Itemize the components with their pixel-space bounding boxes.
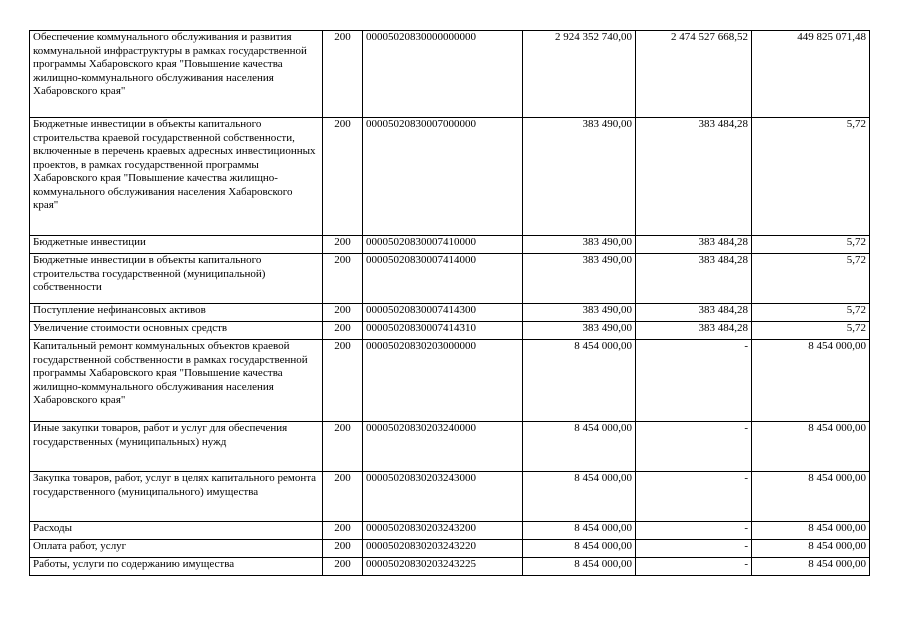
- cell-executed-amount: 383 484,28: [636, 236, 752, 254]
- cell-classification-code: 00005020830203243000: [363, 472, 523, 522]
- table-row: [30, 522, 870, 540]
- cell-name: Увеличение стоимости основных средств: [30, 322, 323, 340]
- cell-classification-code: 00005020830203243200: [363, 522, 523, 540]
- table-row: [30, 322, 870, 340]
- cell-line-code: 200: [323, 236, 363, 254]
- cell-line-code: 200: [323, 31, 363, 118]
- cell-classification-code: 00005020830007414310: [363, 322, 523, 340]
- cell-executed-amount: 383 484,28: [636, 118, 752, 236]
- cell-executed-amount: 383 484,28: [636, 304, 752, 322]
- cell-remaining-amount: 449 825 071,48: [752, 31, 870, 118]
- cell-name: Работы, услуги по содержанию имущества: [30, 558, 323, 576]
- cell-line-code: 200: [323, 340, 363, 422]
- cell-name: Бюджетные инвестиции: [30, 236, 323, 254]
- cell-executed-amount: -: [636, 340, 752, 422]
- cell-remaining-amount: 8 454 000,00: [752, 472, 870, 522]
- cell-executed-amount: -: [636, 522, 752, 540]
- table-row: [30, 118, 870, 236]
- cell-line-code: 200: [323, 522, 363, 540]
- cell-remaining-amount: 5,72: [752, 118, 870, 236]
- cell-classification-code: 00005020830007414000: [363, 254, 523, 304]
- cell-approved-amount: 383 490,00: [523, 322, 636, 340]
- cell-executed-amount: -: [636, 472, 752, 522]
- cell-executed-amount: -: [636, 540, 752, 558]
- cell-name: Капитальный ремонт коммунальных объектов краевой государственной собственности в рамках государственной программы Хабаровского края "Повышение качества жилищно-коммунального обслуживания населения Хабаровского края": [30, 340, 323, 422]
- table-row: [30, 236, 870, 254]
- budget-execution-table: [29, 30, 870, 576]
- cell-approved-amount: 8 454 000,00: [523, 540, 636, 558]
- cell-name: Иные закупки товаров, работ и услуг для обеспечения государственных (муниципальных) нужд: [30, 422, 323, 472]
- cell-remaining-amount: 8 454 000,00: [752, 522, 870, 540]
- cell-approved-amount: 8 454 000,00: [523, 558, 636, 576]
- cell-name: Поступление нефинансовых активов: [30, 304, 323, 322]
- cell-approved-amount: 2 924 352 740,00: [523, 31, 636, 118]
- cell-remaining-amount: 5,72: [752, 322, 870, 340]
- cell-executed-amount: -: [636, 558, 752, 576]
- table-body: [30, 31, 870, 576]
- table-row: [30, 340, 870, 422]
- cell-classification-code: 00005020830007410000: [363, 236, 523, 254]
- cell-remaining-amount: 8 454 000,00: [752, 340, 870, 422]
- cell-classification-code: 00005020830007414300: [363, 304, 523, 322]
- cell-classification-code: 00005020830203243225: [363, 558, 523, 576]
- table-row: [30, 31, 870, 118]
- cell-approved-amount: 8 454 000,00: [523, 340, 636, 422]
- cell-line-code: 200: [323, 322, 363, 340]
- cell-name: Расходы: [30, 522, 323, 540]
- cell-approved-amount: 383 490,00: [523, 304, 636, 322]
- cell-approved-amount: 8 454 000,00: [523, 422, 636, 472]
- cell-remaining-amount: 8 454 000,00: [752, 540, 870, 558]
- table-row: [30, 422, 870, 472]
- cell-remaining-amount: 8 454 000,00: [752, 422, 870, 472]
- cell-name: Закупка товаров, работ, услуг в целях капитального ремонта государственного (муниципального) имущества: [30, 472, 323, 522]
- table-row: [30, 558, 870, 576]
- cell-line-code: 200: [323, 304, 363, 322]
- cell-classification-code: 00005020830203240000: [363, 422, 523, 472]
- table-row: [30, 540, 870, 558]
- cell-name: Оплата работ, услуг: [30, 540, 323, 558]
- cell-name: Бюджетные инвестиции в объекты капитального строительства государственной (муниципальной) собственности: [30, 254, 323, 304]
- cell-classification-code: 00005020830203000000: [363, 340, 523, 422]
- cell-approved-amount: 383 490,00: [523, 118, 636, 236]
- cell-line-code: 200: [323, 472, 363, 522]
- cell-line-code: 200: [323, 558, 363, 576]
- cell-classification-code: 00005020830203243220: [363, 540, 523, 558]
- cell-executed-amount: 2 474 527 668,52: [636, 31, 752, 118]
- cell-remaining-amount: 5,72: [752, 236, 870, 254]
- cell-approved-amount: 383 490,00: [523, 254, 636, 304]
- cell-remaining-amount: 5,72: [752, 254, 870, 304]
- cell-approved-amount: 383 490,00: [523, 236, 636, 254]
- cell-executed-amount: -: [636, 422, 752, 472]
- cell-remaining-amount: 5,72: [752, 304, 870, 322]
- cell-name: Бюджетные инвестиции в объекты капитального строительства краевой государственной собственности, включенные в перечень краевых адресных инвестиционных проектов, в рамках государственной программы Хабаровского края "Повышение качества жилищно-коммунального обслуживания населения Хабаровского края": [30, 118, 323, 236]
- cell-name: Обеспечение коммунального обслуживания и развития коммунальной инфраструктуры в рамках государственной программы Хабаровского края "Повышение качества жилищно-коммунального обслуживания населения Хабаровского края": [30, 31, 323, 118]
- cell-classification-code: 00005020830000000000: [363, 31, 523, 118]
- cell-line-code: 200: [323, 422, 363, 472]
- table-row: [30, 304, 870, 322]
- cell-executed-amount: 383 484,28: [636, 322, 752, 340]
- cell-classification-code: 00005020830007000000: [363, 118, 523, 236]
- cell-line-code: 200: [323, 254, 363, 304]
- cell-approved-amount: 8 454 000,00: [523, 522, 636, 540]
- cell-remaining-amount: 8 454 000,00: [752, 558, 870, 576]
- cell-executed-amount: 383 484,28: [636, 254, 752, 304]
- cell-line-code: 200: [323, 118, 363, 236]
- cell-approved-amount: 8 454 000,00: [523, 472, 636, 522]
- cell-line-code: 200: [323, 540, 363, 558]
- table-row: [30, 254, 870, 304]
- table-row: [30, 472, 870, 522]
